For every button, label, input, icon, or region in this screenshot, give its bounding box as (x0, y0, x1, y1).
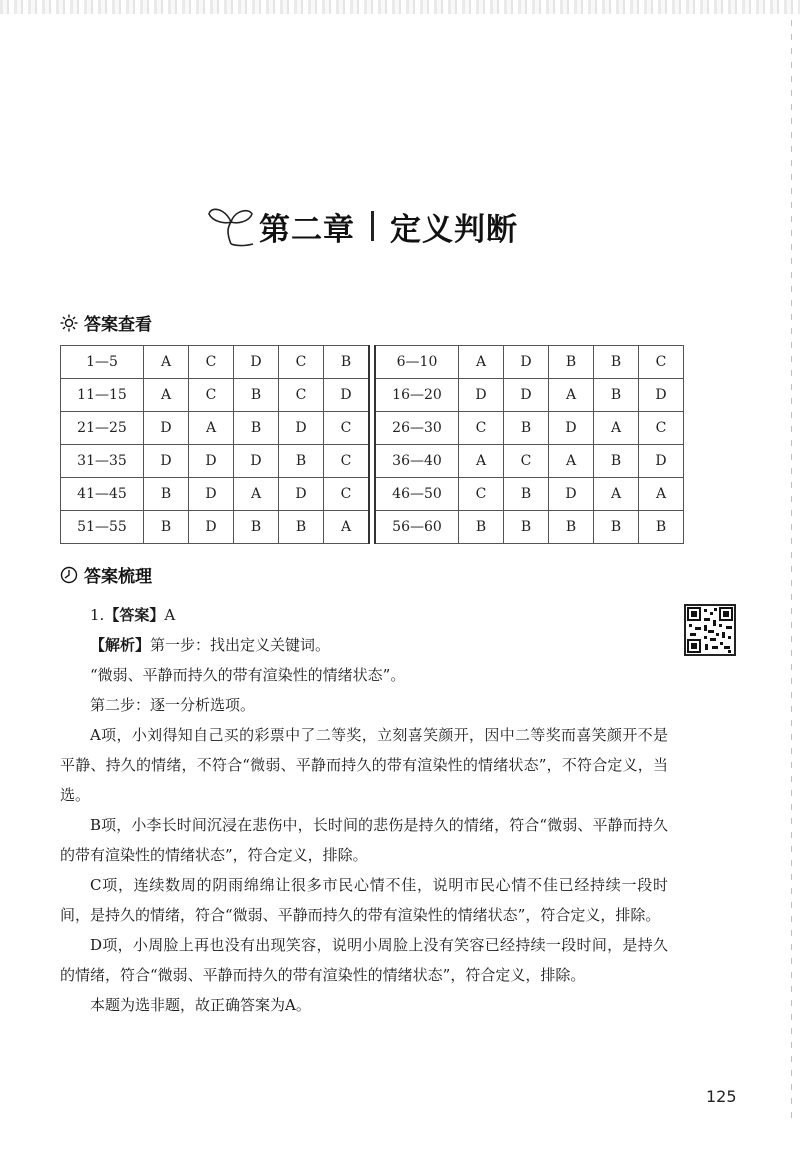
answer-cell: B (504, 478, 549, 511)
answer-cell: C (324, 445, 370, 478)
q1-option-b: B项，小李长时间沉浸在悲伤中，长时间的悲伤是持久的情绪，符合“微弱、平静而持久的带有渲染性的情绪状态”，符合定义，排除。 (60, 816, 668, 864)
answer-cell: B (459, 511, 504, 544)
qr-code-icon (686, 606, 734, 654)
answer-row (375, 478, 684, 511)
answer-tables (60, 345, 684, 544)
answer-cell: D (549, 478, 594, 511)
scan-noise-strip (0, 0, 800, 14)
answer-row (375, 346, 684, 379)
answer-cell: B (549, 511, 594, 544)
answer-cell: B (504, 412, 549, 445)
answer-cell: B (144, 478, 189, 511)
answer-cell: D (234, 346, 279, 379)
title-divider (371, 211, 374, 241)
answer-cell: D (639, 379, 684, 412)
answer-cell: B (279, 511, 324, 544)
answer-cell: D (144, 412, 189, 445)
answer-row (375, 511, 684, 544)
answer-cell: A (594, 412, 639, 445)
answer-range-cell: 51—55 (61, 511, 144, 544)
answer-cell: A (144, 346, 189, 379)
answer-range-cell: 1—5 (61, 346, 144, 379)
sun-icon (60, 314, 78, 332)
answer-cell: D (504, 346, 549, 379)
answer-cell: C (279, 379, 324, 412)
answer-table-left (60, 345, 370, 544)
answer-range-cell: 6—10 (375, 346, 459, 379)
answer-cell: C (324, 478, 370, 511)
answer-cell: A (189, 412, 234, 445)
answer-cell: D (459, 379, 504, 412)
q1-analysis-label: 【解析】 (90, 636, 151, 654)
qr-code[interactable] (684, 604, 736, 656)
chapter-title (205, 196, 518, 256)
answer-cell: D (279, 412, 324, 445)
answer-row (61, 478, 370, 511)
answer-cell: D (189, 511, 234, 544)
q1-answer: A (164, 606, 176, 624)
answer-range-cell: 46—50 (375, 478, 459, 511)
q1-step1-line (60, 630, 668, 660)
sprout-icon (205, 200, 257, 252)
answer-cell: B (144, 511, 189, 544)
q1-number: 1. (90, 606, 105, 624)
answer-cell: C (459, 478, 504, 511)
answer-cell: A (594, 478, 639, 511)
answer-cell: D (504, 379, 549, 412)
q1-option-a: A项，小刘得知自己买的彩票中了二等奖，立刻喜笑颜开，因中二等奖而喜笑颜开不是平静、持久的情绪，不符合“微弱、平静而持久的带有渲染性的情绪状态”，不符合定义，当选。 (60, 726, 668, 804)
answer-range-cell: 21—25 (61, 412, 144, 445)
answer-cell: C (189, 346, 234, 379)
answer-cell: B (594, 511, 639, 544)
answer-cell: A (234, 478, 279, 511)
answer-cell: B (504, 511, 549, 544)
answer-row (61, 379, 370, 412)
chapter-number: 第二章 (259, 211, 355, 248)
answer-row (61, 346, 370, 379)
answer-row (61, 511, 370, 544)
answer-cell: C (639, 412, 684, 445)
answer-cell: B (324, 346, 370, 379)
answer-row (61, 445, 370, 478)
answer-range-cell: 41—45 (61, 478, 144, 511)
explanation-body (60, 600, 668, 1020)
answer-row (375, 412, 684, 445)
answer-cell: D (639, 445, 684, 478)
answer-cell: A (324, 511, 370, 544)
answer-row (61, 412, 370, 445)
answer-cell: A (459, 346, 504, 379)
answer-cell: B (594, 346, 639, 379)
q1-conclusion: 本题为选非题，故正确答案为A。 (90, 996, 311, 1014)
section-explain-heading (60, 562, 152, 587)
answer-cell: B (594, 445, 639, 478)
answer-cell: A (459, 445, 504, 478)
answer-cell: A (639, 478, 684, 511)
answer-cell: C (279, 346, 324, 379)
answer-cell: C (459, 412, 504, 445)
answer-cell: B (594, 379, 639, 412)
answer-cell: D (189, 445, 234, 478)
page-edge-line (791, 20, 792, 1120)
answer-cell: A (549, 379, 594, 412)
answer-cell: B (639, 511, 684, 544)
answer-cell: C (324, 412, 370, 445)
answer-range-cell: 16—20 (375, 379, 459, 412)
q1-answer-line (60, 600, 668, 630)
answer-row (375, 379, 684, 412)
answer-row (375, 445, 684, 478)
q1-step1: 第一步：找出定义关键词。 (150, 636, 331, 654)
q1-keyword: “微弱、平静而持久的带有渲染性的情绪状态”。 (90, 666, 406, 684)
answer-range-cell: 11—15 (61, 379, 144, 412)
answer-cell: C (504, 445, 549, 478)
answer-cell: A (549, 445, 594, 478)
q1-option-d: D项，小周脸上再也没有出现笑容，说明小周脸上没有笑容已经持续一段时间，是持久的情绪，符合“微弱、平静而持久的带有渲染性的情绪状态”，符合定义，排除。 (60, 936, 668, 984)
chapter-name: 定义判断 (390, 211, 518, 248)
answer-cell: D (324, 379, 370, 412)
section-answers-title: 答案查看 (84, 315, 152, 335)
answer-cell: D (549, 412, 594, 445)
clock-icon (60, 566, 78, 584)
answer-cell: D (144, 445, 189, 478)
q1-step2: 第二步：逐一分析选项。 (90, 696, 256, 714)
page-number: 125 (706, 1087, 737, 1106)
answer-cell: D (279, 478, 324, 511)
answer-cell: D (234, 445, 279, 478)
section-explain-title: 答案梳理 (84, 567, 152, 587)
answer-cell: A (144, 379, 189, 412)
answer-range-cell: 31—35 (61, 445, 144, 478)
answer-cell: B (234, 379, 279, 412)
q1-answer-label: 【答案】 (104, 606, 165, 624)
answer-cell: B (279, 445, 324, 478)
answer-range-cell: 36—40 (375, 445, 459, 478)
answer-cell: C (189, 379, 234, 412)
q1-option-c: C项，连续数周的阴雨绵绵让很多市民心情不佳，说明市民心情不佳已经持续一段时间，是持久的情绪，符合“微弱、平静而持久的带有渲染性的情绪状态”，符合定义，排除。 (60, 876, 668, 924)
answer-range-cell: 26—30 (375, 412, 459, 445)
answer-cell: C (639, 346, 684, 379)
answer-cell: B (234, 511, 279, 544)
answer-range-cell: 56—60 (375, 511, 459, 544)
section-answers-heading (60, 310, 152, 335)
answer-cell: B (549, 346, 594, 379)
answer-cell: D (189, 478, 234, 511)
answer-table-right (374, 345, 684, 544)
answer-cell: B (234, 412, 279, 445)
